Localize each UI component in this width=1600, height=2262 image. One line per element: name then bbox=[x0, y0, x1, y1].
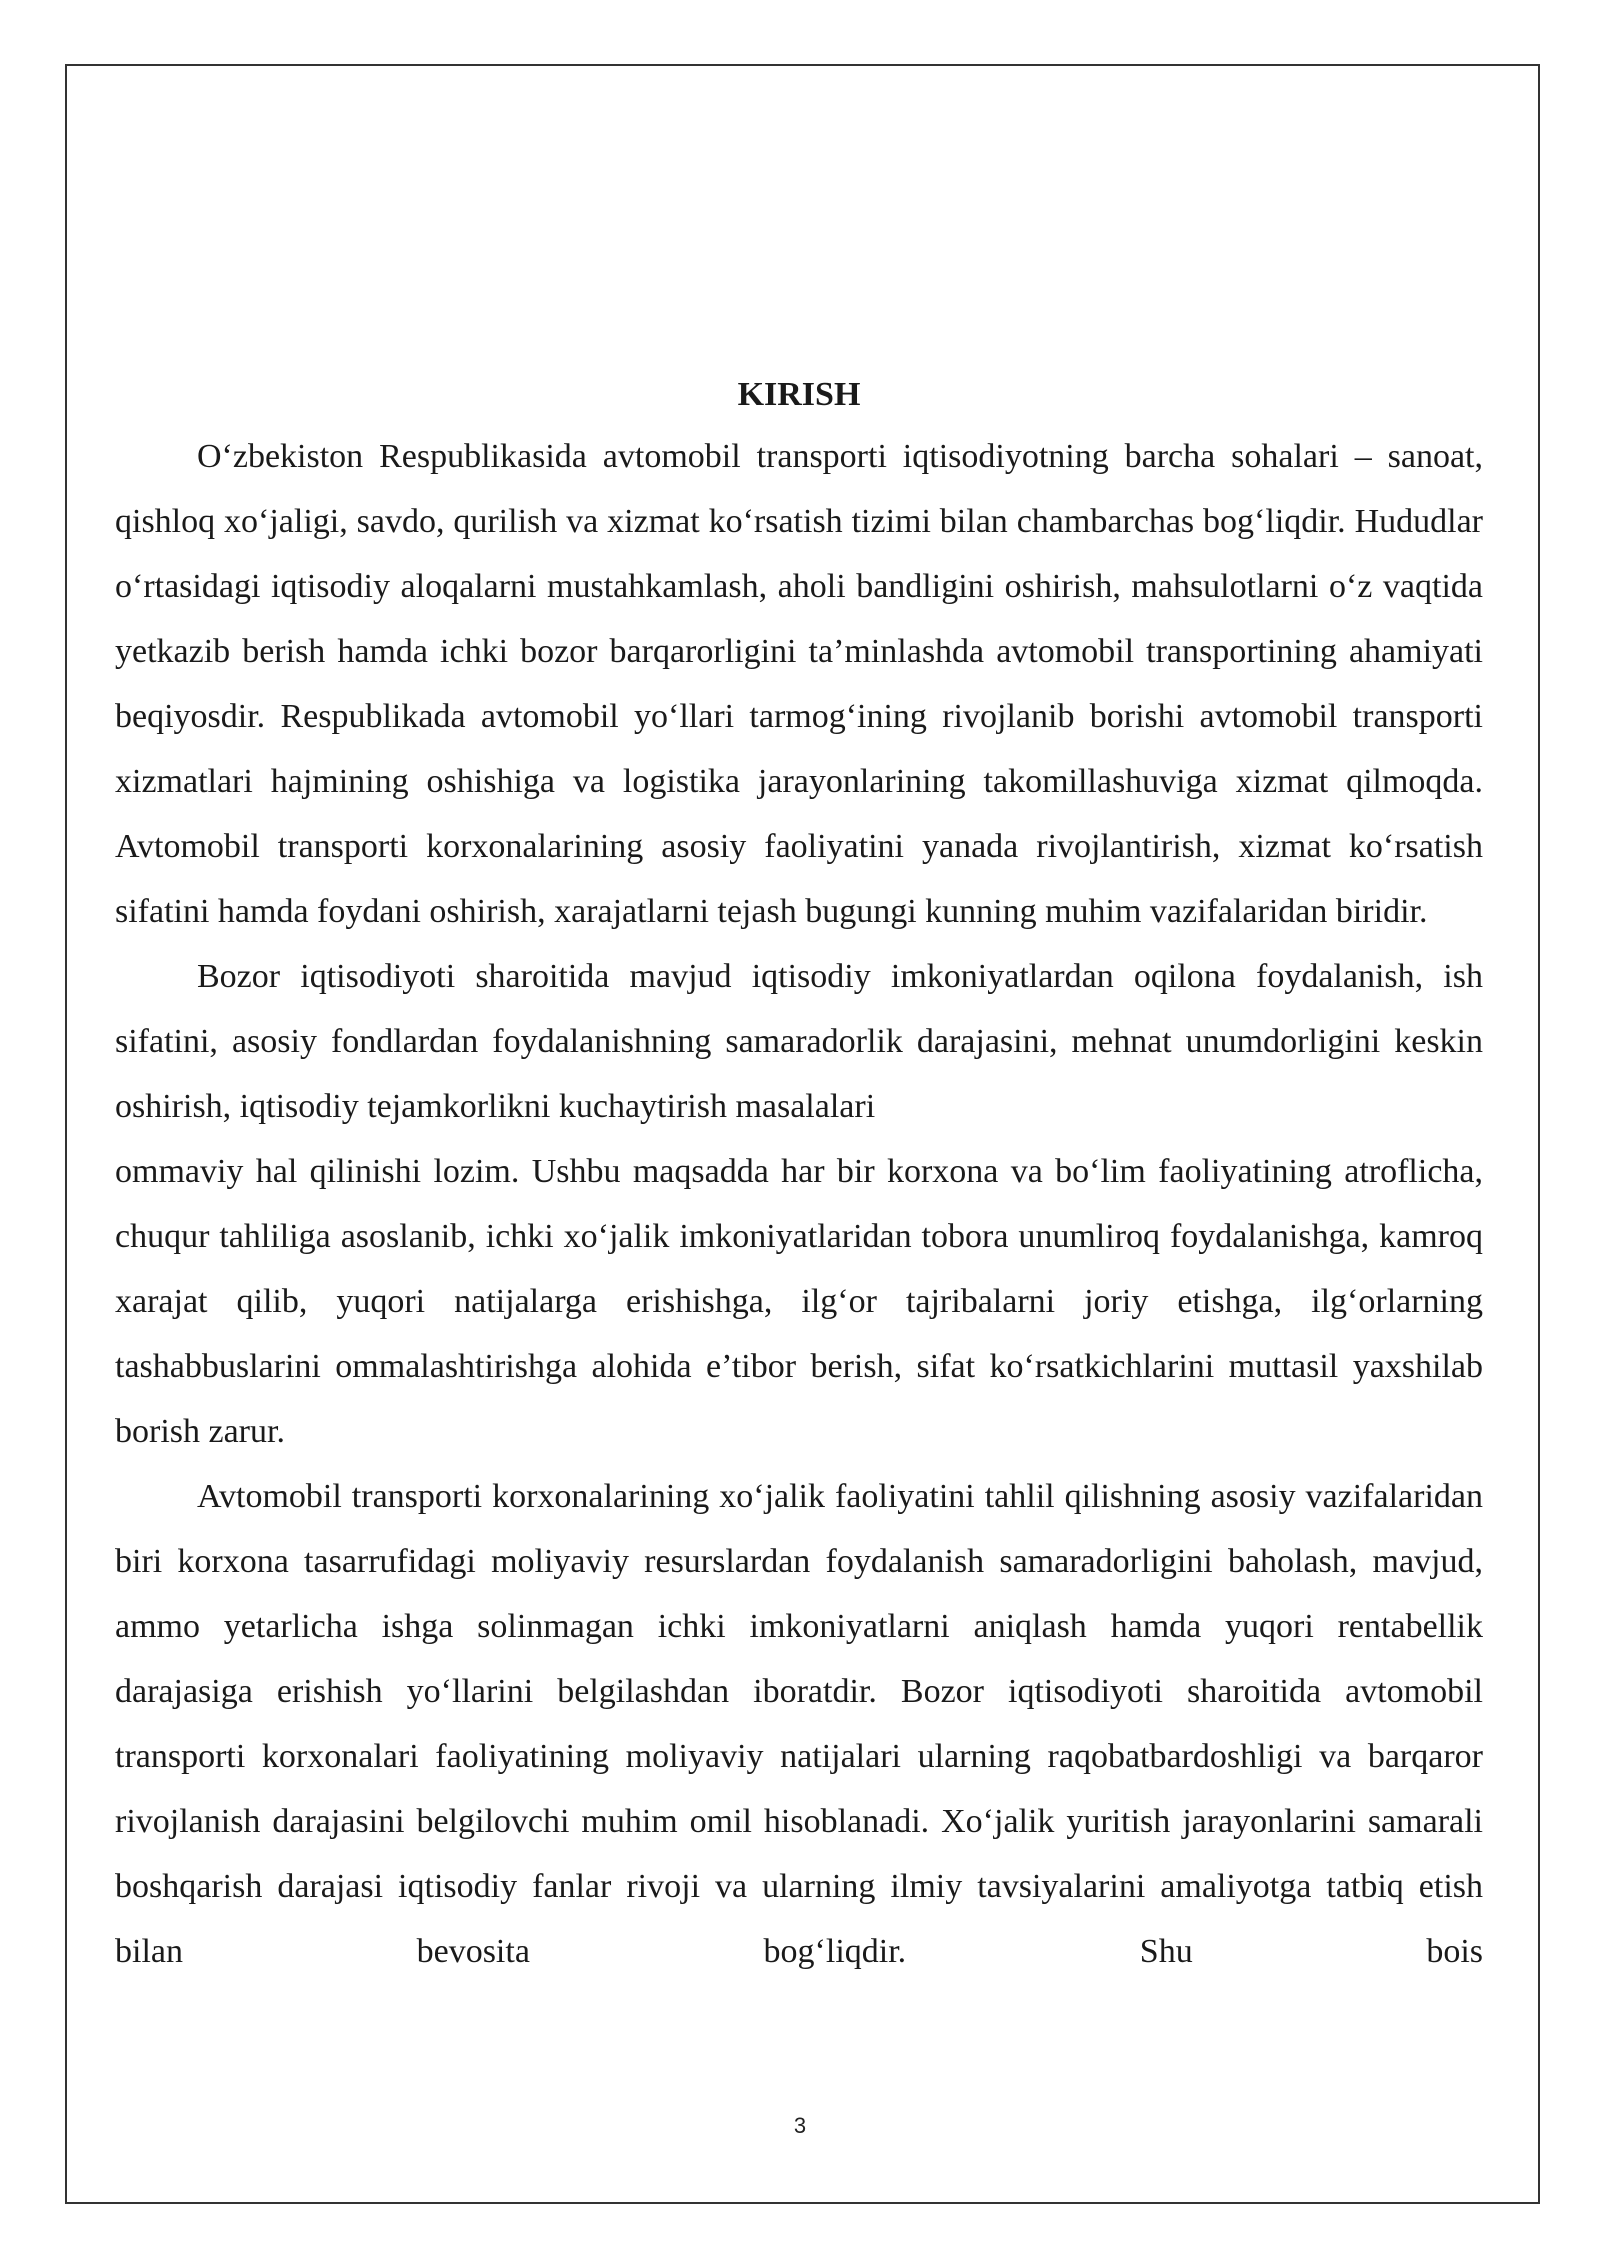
page-number: 3 bbox=[793, 2113, 807, 2138]
paragraph-1: O‘zbekiston Respublikasida avtomobil transporti iqtisodiyotning barcha sohalari – sanoat, qishloq xo‘jaligi, savdo, qurilish va xizmat ko‘rsatish tizimi bilan chambarchas bog‘liqdir. Hududlar o‘rtasidagi iqtisodiy aloqalarni mustahkamlash, aholi bandligini oshirish, mahsulotlarni o‘z vaqtida yetkazib berish hamda ichki bozor barqarorligini ta’minlashda avtomobil transportining ahamiyati beqiyosdir. Respublikada avtomobil yo‘llari tarmog‘ining rivojlanib borishi avtomobil transporti xizmatlari hajmining oshishiga va logistika jarayonlarining takomillashuviga xizmat qilmoqda. Avtomobil transporti korxonalarining asosiy faoliyatini yanada rivojlantirish, xizmat ko‘rsatish sifatini hamda foydani oshirish, xarajatlarni tejash bugungi kunning muhim vazifalaridan biridir. bbox=[115, 438, 1483, 930]
paragraph-2-continuation: ommaviy hal qilinishi lozim. Ushbu maqsadda har bir korxona va bo‘lim faoliyatining atroflicha, chuqur tahliliga asoslanib, ichki xo‘jalik imkoniyatlaridan tobora unumliroq foydalanishga, kamroq xarajat qilib, yuqori natijalarga erishishga, ilg‘or tajribalarni joriy etishga, ilg‘orlarning tashabbuslarini ommalashtirishga alohida e’tibor berish, sifat ko‘rsatkichlarini muttasil yaxshilab borish zarur. bbox=[115, 1153, 1483, 1450]
section-heading: KIRISH bbox=[737, 376, 861, 413]
paragraph-3: Avtomobil transporti korxonalarining xo‘jalik faoliyatini tahlil qilishning asosiy vazifalaridan biri korxona tasarrufidagi moliyaviy resurslardan foydalanish samaradorligini baholash, mavjud, ammo yetarlicha ishga solinmagan ichki imkoniyatlarni aniqlash hamda yuqori rentabellik darajasiga erishish yo‘llarini belgilashdan iboratdir. Bozor iqtisodiyoti sharoitida avtomobil transporti korxonalari faoliyatining moliyaviy natijalari ularning raqobatbardoshligi va barqaror rivojlanish darajasini belgilovchi muhim omil hisoblanadi. Xo‘jalik yuritish jarayonlarini samarali boshqarish darajasi iqtisodiy fanlar rivoji va ularning ilmiy tavsiyalarini amaliyotga tatbiq etish bilan bevosita bog‘liqdir. Shu bois bbox=[115, 1478, 1483, 1970]
document-body bbox=[115, 370, 1483, 1984]
paragraph-2: Bozor iqtisodiyoti sharoitida mavjud iqtisodiy imkoniyatlardan oqilona foydalanish, ish sifatini, asosiy fondlardan foydalanishning samaradorlik darajasini, mehnat unumdorligini keskin oshirish, iqtisodiy tejamkorlikni kuchaytirish masalalari bbox=[115, 958, 1483, 1125]
